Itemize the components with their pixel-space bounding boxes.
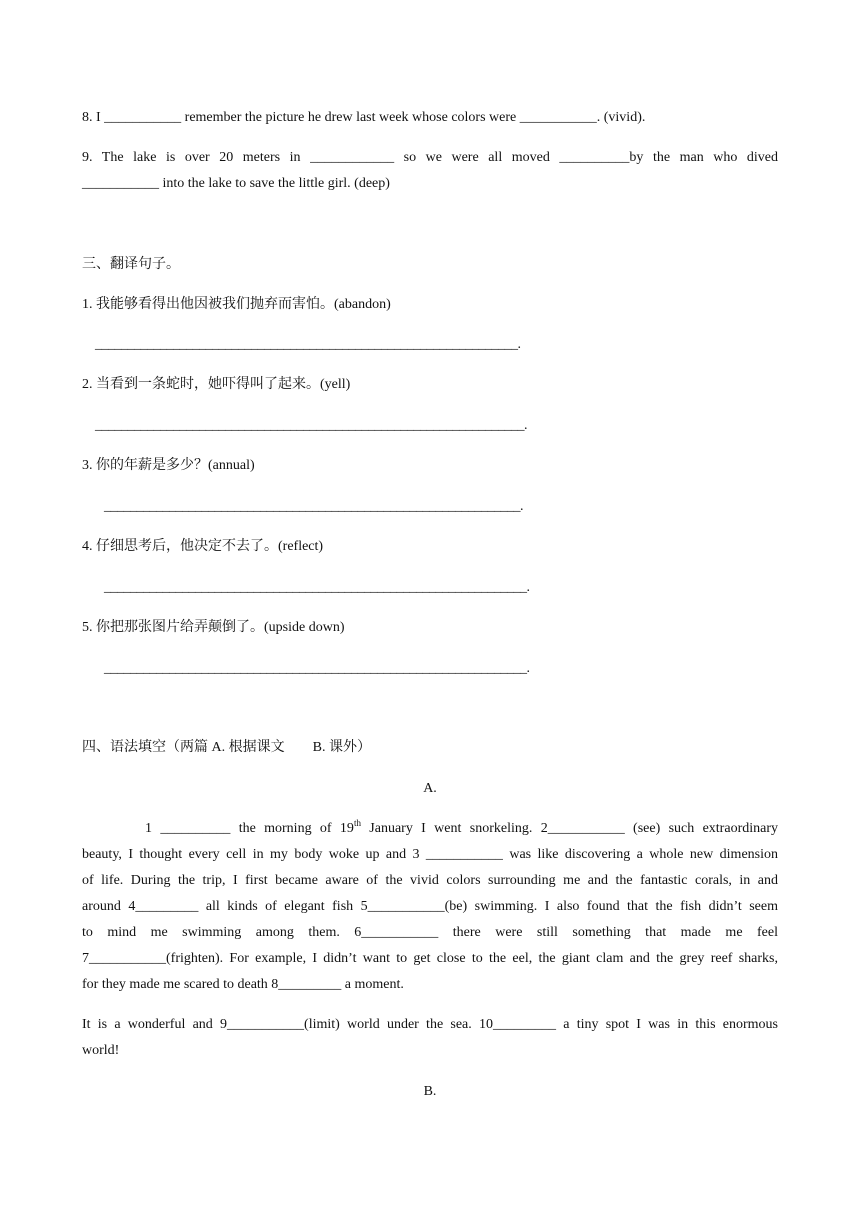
- passage-a-line-4: around 4_________ all kinds of elegant fish 5___________(be) swimming. I also found that the fish didn’t seem: [82, 899, 778, 914]
- translation-answer-line-3[interactable]: ________________________________________________________________.: [104, 499, 523, 514]
- passage-a-para2-line-2: world!: [82, 1043, 120, 1058]
- passage-a-line-2: beauty, I thought every cell in my body woke up and 3 ___________ was like discovering a whole new dimension: [82, 847, 778, 862]
- passage-a-line-6: 7___________(frighten). For example, I didn’t want to get close to the eel, the giant clam and the grey reef sharks,: [82, 951, 778, 966]
- passage-a-line-7: for they made me scared to death 8_________ a moment.: [82, 977, 404, 992]
- passage-a-line-3: of life. During the trip, I first became aware of the vivid colors surrounding me and the fantastic corals, in and: [82, 873, 778, 888]
- translation-prompt-1: 1. 我能够看得出他因被我们抛弃而害怕。(abandon): [82, 297, 391, 312]
- passage-a-para2-line-1: It is a wonderful and 9___________(limit) world under the sea. 10_________ a tiny spot I was in this enormous: [82, 1017, 778, 1032]
- translation-answer-line-2[interactable]: __________________________________________________________________.: [95, 418, 527, 433]
- translation-answer-line-4[interactable]: _________________________________________________________________.: [104, 580, 530, 595]
- passage-b-label: B.: [423, 1084, 437, 1099]
- translation-prompt-2: 2. 当看到一条蛇时，她吓得叫了起来。(yell): [82, 377, 351, 392]
- passage-a-label: A.: [423, 781, 437, 796]
- passage-a-line-1: 1 __________ the morning of 19th January I went snorkeling. 2___________ (see) such extraordinary: [145, 818, 778, 836]
- translation-prompt-5: 5. 你把那张图片给弄颠倒了。(upside down): [82, 620, 345, 635]
- translation-answer-line-5[interactable]: _________________________________________________________________.: [104, 661, 530, 676]
- question-9-line-2: ___________ into the lake to save the little girl. (deep): [82, 176, 390, 191]
- question-8: 8. I ___________ remember the picture he drew last week whose colors were ___________. (vivid).: [82, 110, 646, 125]
- section-4-title: 四、语法填空（两篇 A. 根据课文 B. 课外）: [82, 740, 371, 755]
- passage-a-line-5: to mind me swimming among them. 6___________ there were still something that made me feel: [82, 925, 778, 940]
- translation-prompt-3: 3. 你的年薪是多少？(annual): [82, 458, 255, 473]
- section-3-title: 三、翻译句子。: [82, 257, 180, 272]
- translation-answer-line-1[interactable]: _________________________________________________________________.: [95, 337, 521, 352]
- question-9-line-1: 9. The lake is over 20 meters in ____________ so we were all moved __________by the man who dived: [82, 150, 778, 165]
- translation-prompt-4: 4. 仔细思考后，他决定不去了。(reflect): [82, 539, 324, 554]
